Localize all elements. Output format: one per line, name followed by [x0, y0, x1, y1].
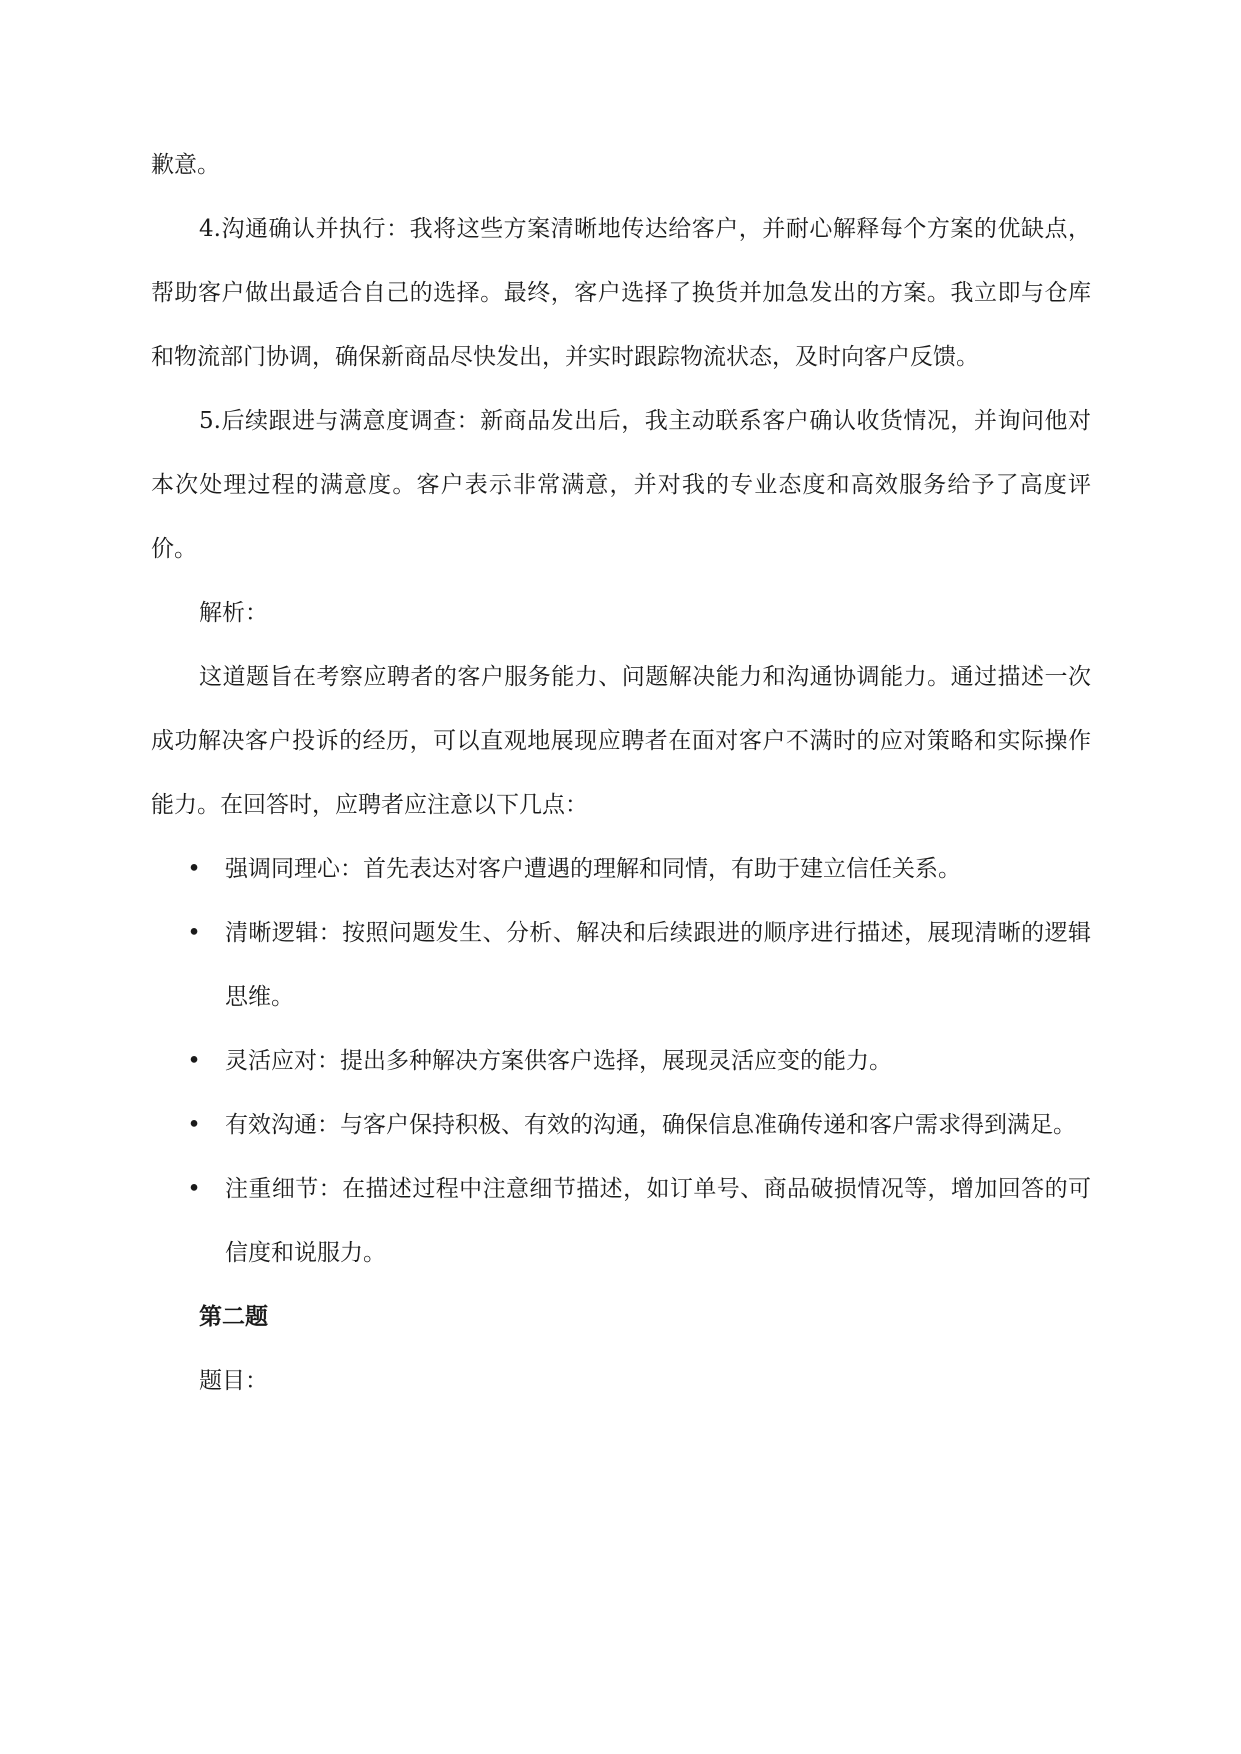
bullet-icon: • — [187, 856, 201, 882]
bullet-icon: • — [187, 1112, 201, 1138]
list-item — [151, 1029, 1091, 1093]
list-item — [151, 1093, 1091, 1157]
analysis-paragraph: 这道题旨在考察应聘者的客户服务能力、问题解决能力和沟通协调能力。通过描述一次成功解决客户投诉的经历，可以直观地展现应聘者在面对客户不满时的应对策略和实际操作能力。在回答时，应聘者应注意以下几点： — [151, 664, 1091, 818]
question-label: 题目： — [199, 1368, 268, 1394]
document-body — [151, 133, 1091, 1413]
key-points-list — [151, 837, 1091, 1285]
list-item — [151, 837, 1091, 901]
list-item-text: 注重细节：在描述过程中注意细节描述，如订单号、商品破损情况等，增加回答的可信度和说服力。 — [225, 1176, 1091, 1266]
list-item — [151, 1157, 1091, 1285]
bullet-icon: • — [187, 920, 201, 946]
list-item-text: 有效沟通：与客户保持积极、有效的沟通，确保信息准确传递和客户需求得到满足。 — [225, 1112, 1076, 1138]
section-heading: 第二题 — [199, 1303, 268, 1330]
bullet-icon: • — [187, 1176, 201, 1202]
analysis-label: 解析： — [199, 600, 268, 626]
continuation-text: 歉意。 — [151, 152, 220, 178]
step-4-paragraph: 4.沟通确认并执行：我将这些方案清晰地传达给客户，并耐心解释每个方案的优缺点，帮助客户做出最适合自己的选择。最终，客户选择了换货并加急发出的方案。我立即与仓库和物流部门协调，确保新商品尽快发出，并实时跟踪物流状态，及时向客户反馈。 — [151, 216, 1091, 370]
list-item — [151, 901, 1091, 1029]
list-item-text: 灵活应对：提出多种解决方案供客户选择，展现灵活应变的能力。 — [225, 1048, 892, 1074]
list-item-text: 清晰逻辑：按照问题发生、分析、解决和后续跟进的顺序进行描述，展现清晰的逻辑思维。 — [225, 920, 1091, 1010]
bullet-icon: • — [187, 1048, 201, 1074]
step-5-paragraph: 5.后续跟进与满意度调查：新商品发出后，我主动联系客户确认收货情况，并询问他对本次处理过程的满意度。客户表示非常满意，并对我的专业态度和高效服务给予了高度评价。 — [151, 408, 1091, 562]
list-item-text: 强调同理心：首先表达对客户遭遇的理解和同情，有助于建立信任关系。 — [225, 856, 961, 882]
